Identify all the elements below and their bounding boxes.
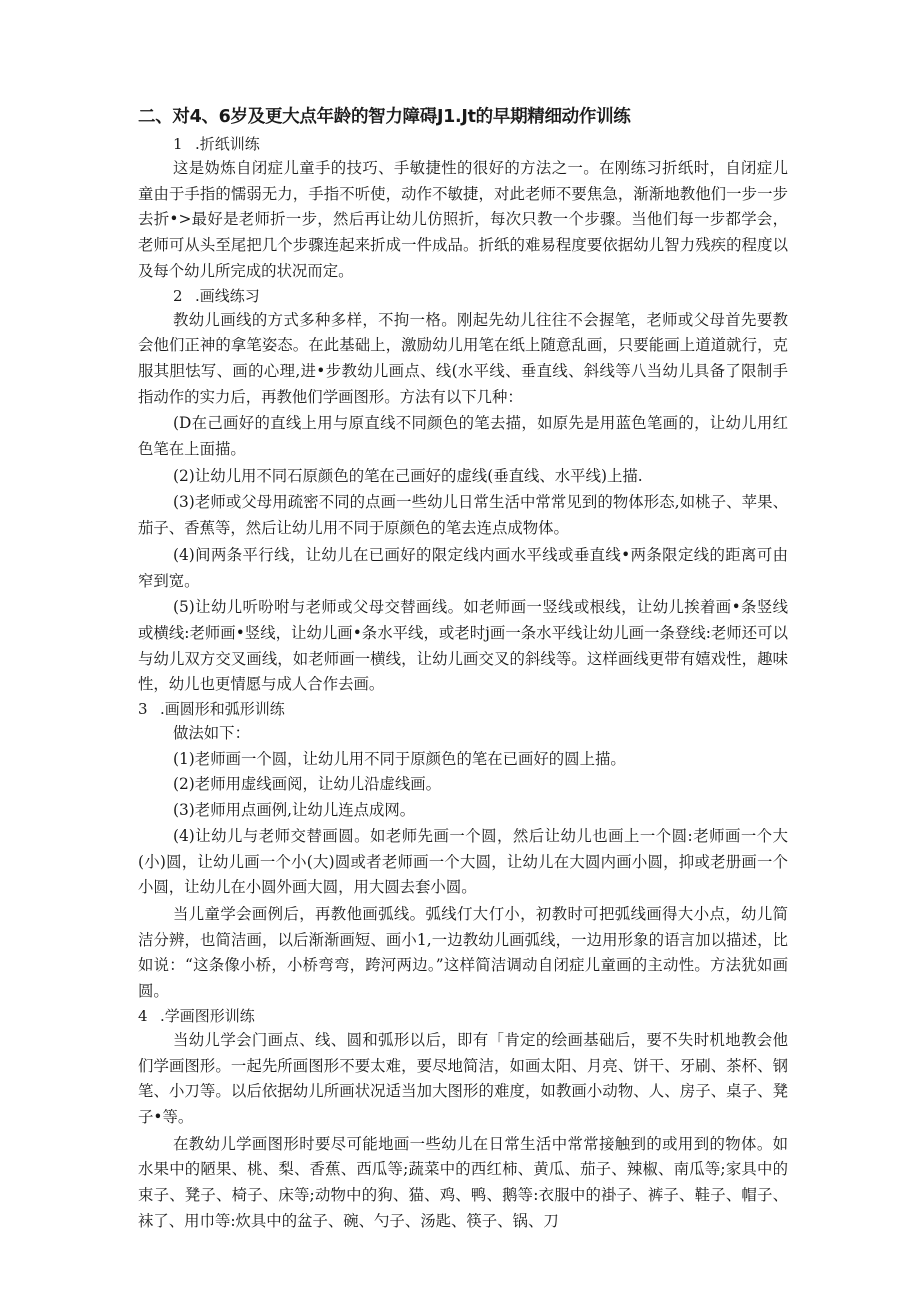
paragraph-circle-1: (1)老师画一个圆，让幼儿用不同于原颜色的笔在已画好的圆上描。 — [173, 749, 626, 768]
section-heading-2 — [138, 285, 788, 308]
paragraph-shapes-objects: 在教幼儿学画图形时要尽可能地画一些幼儿在日常生活中常常接触到的或用到的物体。如水果中的陋果、桃、梨、香蕉、西瓜等;蔬菜中的西红柿、黄瓜、茄子、辣椒、南瓜等;家具中的束子、凳子、椅子、床等;动物中的狗、猫、鸡、鸭、鹅等:衣服中的褂子、裤子、鞋子、帽子、袜了、用巾等:炊具中的盆子、碗、勺子、汤匙、筷子、锅、刀 — [138, 1134, 788, 1230]
section-title-2: .画线练习 — [195, 286, 260, 305]
paragraph-method-3: (3)老师或父母用疏密不同的点画一些幼儿日常生活中常常见到的物体形态,如桃子、苹果、茄子、香蕉等，然后让幼儿用不同于原颜色的笔去连点成物体。 — [138, 493, 788, 538]
paragraph-circle-intro: 做法如下： — [173, 724, 250, 743]
paragraph-method-4: (4)间两条平行线，让幼儿在已画好的限定线内画水平线或垂直线•两条限定线的距离可由窄到宽。 — [138, 545, 788, 590]
paragraph-method-5: (5)让幼儿听吩咐与老师或父母交替画线。如老师画一竖线或根线，让幼儿挨着画•条竖线或横线:老师画•竖线，让幼儿画•条水平线，或老时j画一条水平线让幼儿画一条登线:老师还可以与幼儿双方交叉画线，如老师画一横线，让幼儿画交叉的斜线等。这样画线更带有嬉戏性，趣味性，幼儿也更情愿与成人合作去画。 — [138, 598, 788, 694]
section-heading-4 — [138, 1005, 788, 1028]
paragraph-line-drawing-intro: 教幼儿画线的方式多种多样，不拘一格。刚起先幼儿往往不会握笔，老师或父母首先要教会他们正神的拿笔姿态。在此基础上，激励幼儿用笔在纸上随意乱画，只要能画上道道就行，克服其胆怯写、画的心理,进•步教幼儿画点、线(水平线、垂直线、斜线等八当幼儿具备了限制手指动作的实力后，再教他们学画图形。方法有以下几种： — [138, 310, 788, 406]
document-title: 二、对4、6岁及更大点年龄的智力障碍J1.Jt的早期精细动作训练 — [138, 107, 631, 127]
paragraph-circle-3: (3)老师用点画例,让幼儿连点成网。 — [173, 801, 416, 820]
paragraph-method-1: (D在己画好的直线上用与原直线不同颜色的笔去描，如原先是用蓝色笔画的，让幼儿用红色笔在上面描。 — [138, 414, 788, 459]
section-title-4: .学画图形训练 — [160, 1006, 255, 1025]
section-number-3: 3 — [138, 700, 148, 719]
section-heading-1 — [138, 133, 788, 156]
paragraph-circle-4: (4)让幼儿与老师交替画圆。如老师先画一个圆，然后让幼儿也画上一个圆:老师画一个大(小)圆，让幼儿画一个小(大)圆或者老师画一个大圆，让幼儿在大圆内画小圆，抑或老册画一个小圆，让幼儿在小圆外画大圆，用大圆去套小圆。 — [138, 826, 788, 897]
document-page — [138, 104, 788, 1234]
section-number-2: 2 — [173, 286, 183, 305]
paragraph-arc: 当儿童学会画例后，再教他画弧线。弧线仃大仃小，初教时可把弧线画得大小点，幼儿简洁分辨，也简洁画，以后渐渐画短、画小1,一边教幼儿画弧线，一边用形象的语言加以描述，比如说：“这条像小桥，小桥弯弯，跨河两边。”这样简洁调动自闭症儿童画的主动性。方法犹如画圆。 — [138, 904, 788, 1001]
section-number-1: 1 — [173, 135, 183, 153]
section-title-1: .折纸训练 — [195, 135, 260, 153]
paragraph-folding: 这是妫炼自闭症儿童手的技巧、手敏捷性的很好的方法之一。在刚练习折纸时，自闭症儿童由于手指的懦弱无力，手指不听使，动作不敏捷，对此老师不要焦急，渐渐地教他们一步一步去折•>最好是老师折一步，然后再让幼儿仿照折，每次只教一个步骤。当他们每一步都学会，老师可从头至尾把几个步骤连起来折成一件成品。折纸的难易程度要依据幼儿智力残疾的程度以及每个幼儿所完成的状况而定。 — [138, 159, 788, 280]
section-heading-3 — [138, 698, 788, 721]
section-number-4: 4 — [138, 1006, 148, 1025]
paragraph-shapes-intro: 当幼儿学会门画点、线、圆和弧形以后，即有「肯定的绘画基础后，要不失时机地教会他们学画图形。一起先所画图形不要太难，要尽地简洁，如画太阳、月亮、饼干、牙刷、茶杯、钢笔、小刀等。以后依据幼儿所画状况适当加大图形的难度，如教画小动物、人、房子、桌子、凳子•等。 — [138, 1030, 788, 1126]
paragraph-method-2: (2)让幼儿用不同石原颜色的笔在己画好的虚线(垂直线、水平线)上描. — [173, 466, 643, 485]
paragraph-circle-2: (2)老师用虚线画阅，让幼儿沿虚线画。 — [173, 775, 442, 794]
section-title-3: .画圆形和弧形训练 — [160, 700, 285, 719]
